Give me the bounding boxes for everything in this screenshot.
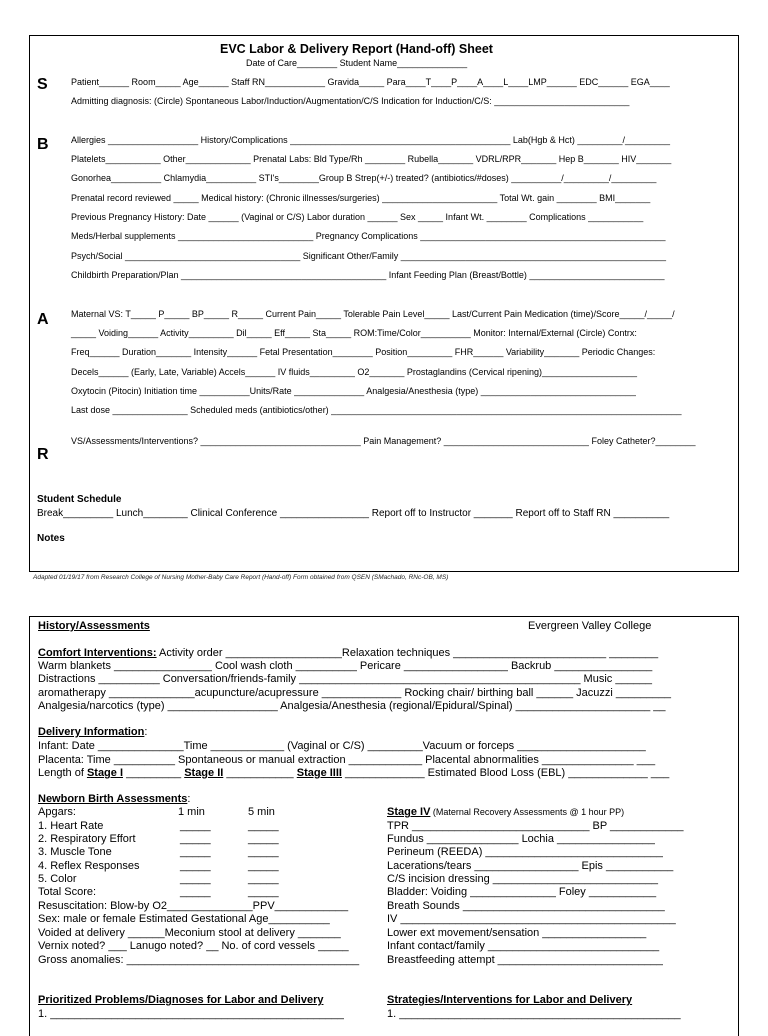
delivery-title-row: Delivery Information: <box>38 726 148 738</box>
apgar-blank: _____ <box>180 833 211 845</box>
apgar-blank: _____ <box>248 886 279 898</box>
comfort-activity: Activity order ___________________Relaxation techniques _________________________ ________ <box>156 647 659 659</box>
apgar-blank: _____ <box>180 846 211 858</box>
sheet-title: EVC Labor & Delivery Report (Hand-off) Sheet <box>220 42 493 56</box>
stage4-line-5: C/S incision dressing ___________________________ <box>387 873 658 885</box>
stage4-note: (Maternal Recovery Assessments @ 1 hour PP) <box>430 807 625 817</box>
student-schedule-title: Student Schedule <box>37 494 122 505</box>
student-schedule-line: Break_________ Lunch________ Clinical Conference ________________ Report off to Instructor _______ Report off to Staff RN __________ <box>37 508 670 519</box>
stage4-line-3: Perineum (REEDA) _____________________________ <box>387 846 663 858</box>
newborn-line-5: Gross anomalies: ______________________________________ <box>38 954 360 966</box>
background-line-2: Platelets___________ Other_____________ Prenatal Labs: Bld Type/Rh ________ Rubella_______ VDRL/RPR_______ Hep B_______ HIV_______ <box>71 154 672 164</box>
background-line-8: Childbirth Preparation/Plan _________________________________________ Infant Feeding Plan (Breast/Bottle) ___________________________ <box>71 270 665 280</box>
newborn-line-2: Sex: male or female Estimated Gestational Age__________ <box>38 913 330 925</box>
apgar-total: Total Score: <box>38 886 97 898</box>
apgar-blank: _____ <box>180 873 211 885</box>
stage4-line-9: Lower ext movement/sensation _________________ <box>387 927 647 939</box>
problems-title: Prioritized Problems/Diagnoses for Labor and Delivery <box>38 994 324 1006</box>
comfort-line-4: aromatherapy ______________acupuncture/acupressure _____________ Rocking chair/ birthing ball ______ Jacuzzi _________ <box>38 687 671 699</box>
apgar-5min-header: 5 min <box>248 806 275 818</box>
assessment-line-1: Maternal VS: T_____ P_____ BP_____ R_____ Current Pain_____ Tolerable Pain Level_____ Last/Current Pain Medication (time)/Score_____/_____/ <box>71 309 675 319</box>
apgar-item-3: 3. Muscle Tone <box>38 846 112 858</box>
background-line-4: Prenatal record reviewed _____ Medical history: (Chronic illnesses/surgeries) _______________________ Total Wt. gain ________ BMI_______ <box>71 193 651 203</box>
length-of-label: Length of <box>38 767 87 779</box>
recommendation-line: VS/Assessments/Interventions? ________________________________ Pain Management? _____________________________ Foley Catheter?________ <box>71 436 696 446</box>
stage4-line-2: Fundus _______________ Lochia ________________ <box>387 833 655 845</box>
handoff-sheet <box>29 35 739 572</box>
newborn-line-3: Voided at delivery ______Meconium stool at delivery _______ <box>38 927 341 939</box>
delivery-title: Delivery Information <box>38 726 145 738</box>
apgar-blank: _____ <box>248 833 279 845</box>
strategies-line-1: 1. ______________________________________________ <box>387 1008 681 1020</box>
apgar-blank: _____ <box>180 886 211 898</box>
apgars-label: Apgars: <box>38 806 76 818</box>
stage-ii-label: Stage II <box>184 767 224 779</box>
background-line-1: Allergies __________________ History/Complications ____________________________________________ Lab(Hgb & Hct) _________/_________ <box>71 135 670 145</box>
stage4-title-row <box>387 806 624 818</box>
college-name: Evergreen Valley College <box>528 620 652 632</box>
delivery-line-1: Infant: Date ______________Time ____________ (Vaginal or C/S) _________Vacuum or forceps _____________________ <box>38 740 646 752</box>
comfort-line-1 <box>38 647 658 659</box>
history-title: History/Assessments <box>38 620 150 632</box>
apgar-item-4: 4. Reflex Responses <box>38 860 140 872</box>
comfort-line-5: Analgesia/narcotics (type) __________________ Analgesia/Anesthesia (regional/Epidural/Spinal) ______________________ __ <box>38 700 666 712</box>
assessment-line-2: _____ Voiding______ Activity_________ Dil_____ Eff_____ Sta_____ ROM:Time/Color__________ Monitor: Internal/External (Circle) Contrx: <box>71 328 637 338</box>
background-line-7: Psych/Social ___________________________________ Significant Other/Family _____________________________________________________ <box>71 251 667 261</box>
stage4-line-7: Breath Sounds _________________________________ <box>387 900 665 912</box>
strategies-title: Strategies/Interventions for Labor and Delivery <box>387 994 633 1006</box>
stage4-line-8: IV _____________________________________________ <box>387 913 676 925</box>
assessment-line-6: Last dose _______________ Scheduled meds (antibiotics/other) ______________________________________________________________________ <box>71 405 682 415</box>
stage4-title: Stage IV <box>387 806 431 818</box>
section-letter-s: S <box>37 76 48 93</box>
apgar-blank: _____ <box>180 820 211 832</box>
situation-line-2: Admitting diagnosis: (Circle) Spontaneous Labor/Induction/Augmentation/C/S Indication for Induction/C/S: ___________________________ <box>71 96 630 106</box>
stage4-line-10: Infant contact/family ____________________________ <box>387 940 660 952</box>
stage4-line-1: TPR _____________________________ BP ____________ <box>387 820 684 832</box>
situation-line-1: Patient______ Room_____ Age______ Staff RN____________ Gravida_____ Para____T____P____A____L____LMP______ EDC______ EGA____ <box>71 77 670 87</box>
apgar-1min-header: 1 min <box>178 806 205 818</box>
newborn-title: Newborn Birth Assessments <box>38 793 188 805</box>
apgar-blank: _____ <box>248 873 279 885</box>
ebl-field: _____________ Estimated Blood Loss (EBL) _____________ ___ <box>341 767 670 779</box>
sheet-subtitle: Date of Care________ Student Name______________ <box>246 58 468 68</box>
assessment-line-5: Oxytocin (Pitocin) Initiation time __________Units/Rate ______________ Analgesia/Anesthesia (type) _______________________________ <box>71 386 636 396</box>
apgar-blank: _____ <box>248 820 279 832</box>
newborn-line-1: Resuscitation: Blow-by O2______________PPV____________ <box>38 900 349 912</box>
delivery-line-2: Placenta: Time __________ Spontaneous or manual extraction ____________ Placental abnormalities _______________ ___ <box>38 754 656 766</box>
background-line-3: Gonorhea__________ Chlamydia__________ STI's________Group B Strep(+/-) treated? (antibiotics/#doses) __________/_________/_________ <box>71 173 657 183</box>
stage-ii-blank: ___________ <box>223 767 297 779</box>
section-letter-a: A <box>37 311 49 328</box>
stage-iii-label: Stage IIII <box>296 767 342 779</box>
stage-i-label: Stage I <box>86 767 124 779</box>
stage4-line-6: Bladder: Voiding ______________ Foley ___________ <box>387 886 657 898</box>
problems-line-1: 1. ________________________________________________ <box>38 1008 344 1020</box>
apgar-blank: _____ <box>248 860 279 872</box>
newborn-line-4: Vernix noted? ___ Lanugo noted? __ No. of cord vessels _____ <box>38 940 349 952</box>
apgar-blank: _____ <box>248 846 279 858</box>
stage4-line-4: Lacerations/tears _________________ Epis ___________ <box>387 860 674 872</box>
apgar-blank: _____ <box>180 860 211 872</box>
delivery-line-3 <box>38 767 669 779</box>
stage-i-blank: _________ <box>123 767 185 779</box>
comfort-label: Comfort Interventions: <box>38 647 157 659</box>
comfort-line-2: Warm blankets ________________ Cool wash cloth __________ Pericare _________________ Backrub ________________ <box>38 660 653 672</box>
section-letter-r: R <box>37 446 49 463</box>
newborn-title-row: Newborn Birth Assessments: <box>38 793 191 805</box>
background-line-6: Meds/Herbal supplements ___________________________ Pregnancy Complications _________________________________________________ <box>71 231 666 241</box>
stage4-line-11: Breastfeeding attempt ___________________________ <box>387 954 663 966</box>
section-letter-b: B <box>37 136 49 153</box>
apgar-item-1: 1. Heart Rate <box>38 820 104 832</box>
apgar-item-5: 5. Color <box>38 873 77 885</box>
notes-title: Notes <box>37 533 65 544</box>
assessment-line-3: Freq______ Duration_______ Intensity______ Fetal Presentation________ Position_________ FHR______ Variability_______ Periodic Changes: <box>71 347 656 357</box>
apgar-item-2: 2. Respiratory Effort <box>38 833 136 845</box>
adaptation-footer: Adapted 01/19/17 from Research College of Nursing Mother-Baby Care Report (Hand-off) Form obtained from QSEN (SMachado, RNc-OB, MS) <box>33 574 449 581</box>
background-line-5: Previous Pregnancy History: Date ______ (Vaginal or C/S) Labor duration ______ Sex _____ Infant Wt. ________ Complications ___________ <box>71 212 644 222</box>
history-assessments-sheet <box>29 616 739 1036</box>
assessment-line-4: Decels______ (Early, Late, Variable) Accels______ IV fluids_________ O2_______ Prostaglandins (Cervical ripening)___________________ <box>71 367 638 377</box>
comfort-line-3: Distractions __________ Conversation/friends-family ______________________________________________ Music ______ <box>38 673 653 685</box>
